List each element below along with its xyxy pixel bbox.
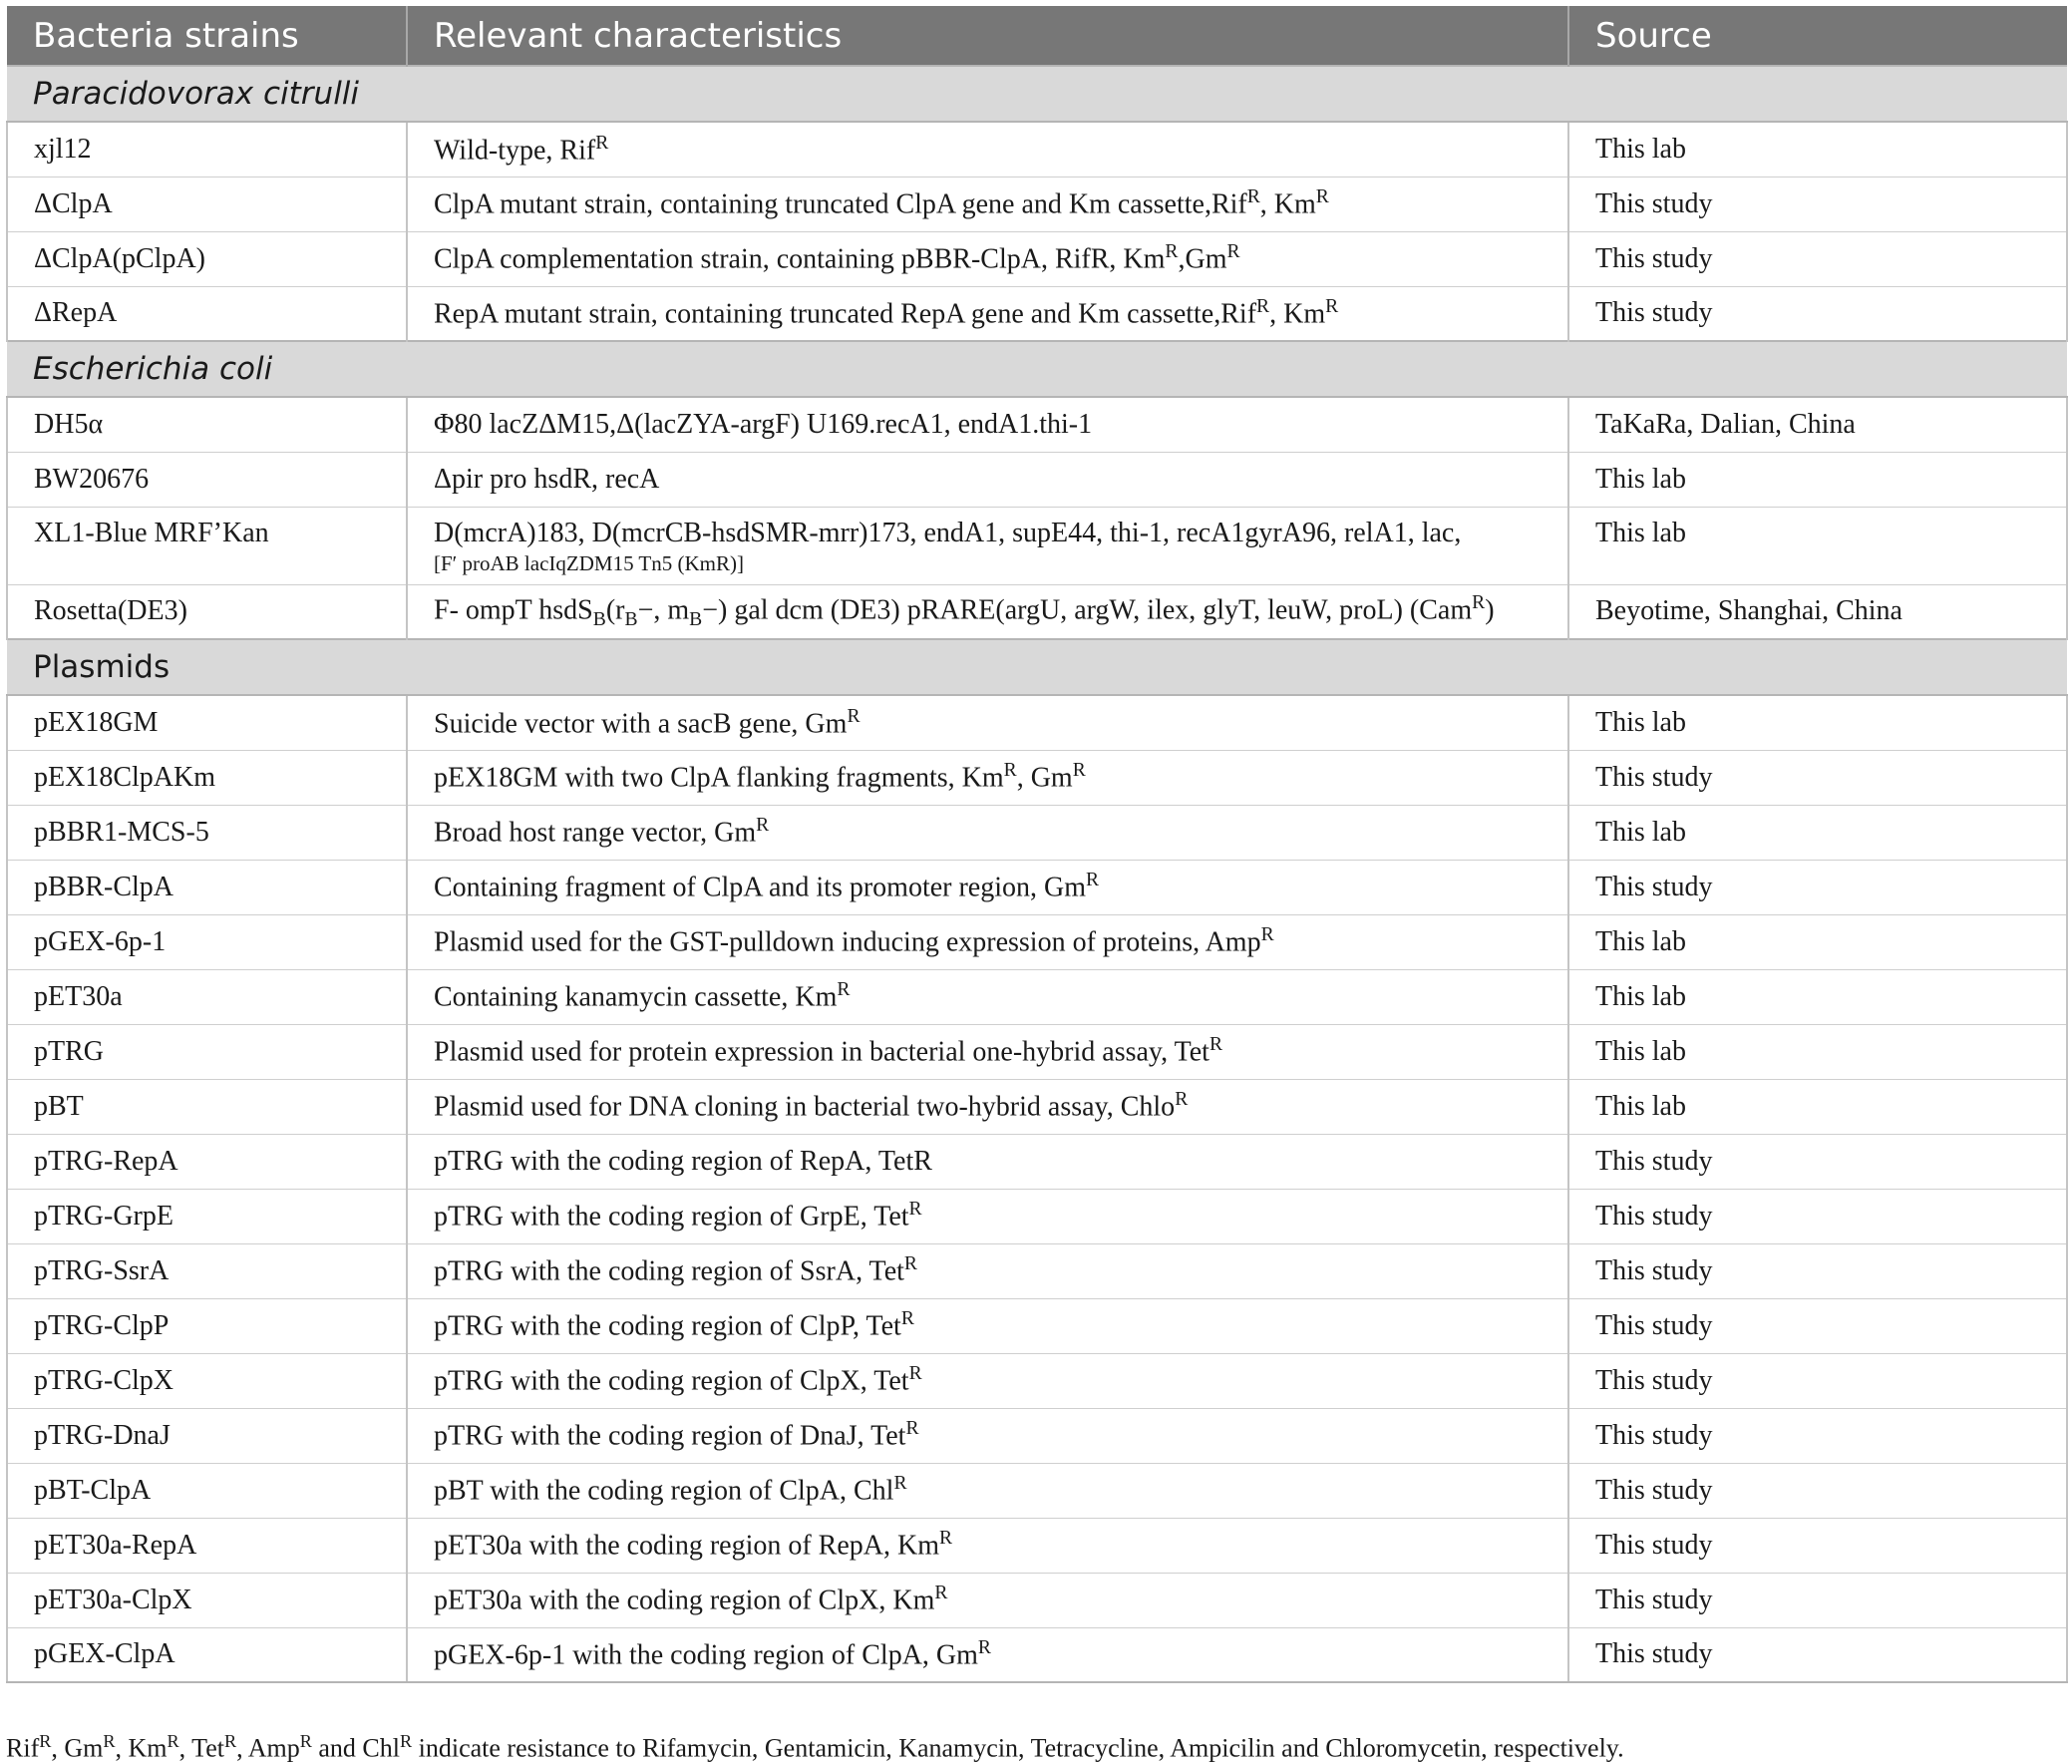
source: This study [1568, 176, 2067, 231]
section-plasmids [7, 639, 2067, 695]
strain-name: pEX18GM [7, 695, 407, 750]
characteristics: Wild-type, Rif$^R$ [407, 122, 1568, 176]
strain-name: ΔClpA(pClpA) [7, 231, 407, 286]
strain-name: pTRG-ClpX [7, 1353, 407, 1408]
strain-name: pTRG [7, 1024, 407, 1079]
table-row [7, 1353, 2067, 1408]
table-row [7, 1298, 2067, 1353]
source: This study [1568, 1627, 2067, 1682]
source: This lab [1568, 914, 2067, 969]
characteristics: pEX18GM with two ClpA flanking fragments, $Km^R$, $Gm^R$ [407, 750, 1568, 805]
strain-name: Rosetta(DE3) [7, 584, 407, 639]
strain-name: XL1-Blue MRF’Kan [7, 507, 407, 584]
table-row [7, 750, 2067, 805]
table-row [7, 176, 2067, 231]
characteristics: pET30a with the coding region of RepA, $Km^R$ [407, 1518, 1568, 1573]
characteristics: Plasmid used for the GST-pulldown inducing expression of proteins, Amp$^R$ [407, 914, 1568, 969]
table-row [7, 1134, 2067, 1189]
table-row [7, 1024, 2067, 1079]
table-row [7, 914, 2067, 969]
source: This lab [1568, 1079, 2067, 1134]
characteristics: Plasmid used for protein expression in bacterial one-hybrid assay, Tet$^R$ [407, 1024, 1568, 1079]
strain-name: pTRG-RepA [7, 1134, 407, 1189]
strain-name: pET30a-ClpX [7, 1573, 407, 1627]
characteristics: Containing fragment of ClpA and its promoter region, $Gm^R$ [407, 860, 1568, 914]
table-row [7, 1518, 2067, 1573]
source: This study [1568, 750, 2067, 805]
table-row [7, 1573, 2067, 1627]
characteristics: Containing kanamycin cassette, $Km^R$ [407, 969, 1568, 1024]
strain-name: pBBR1-MCS-5 [7, 805, 407, 860]
characteristics: Plasmid used for DNA cloning in bacterial two-hybrid assay, Chlo$^R$ [407, 1079, 1568, 1134]
characteristics: RepA mutant strain, containing truncated RepA gene and Km cassette,Rif$^R$, $Km^R$ [407, 286, 1568, 341]
source: This study [1568, 1189, 2067, 1243]
strain-name: pEX18ClpAKm [7, 750, 407, 805]
characteristics: ClpA complementation strain, containing pBBR-ClpA, RifR, $Km^R,Gm^R$ [407, 231, 1568, 286]
source: TaKaRa, Dalian, China [1568, 397, 2067, 452]
section-title: Paracidovorax citrulli [7, 66, 2067, 122]
table-row [7, 231, 2067, 286]
characteristics: pTRG with the coding region of DnaJ, Tet$^R$ [407, 1408, 1568, 1463]
strain-name: pTRG-DnaJ [7, 1408, 407, 1463]
characteristics: pGEX-6p-1 with the coding region of ClpA, $Gm^R$ [407, 1627, 1568, 1682]
source: This study [1568, 1243, 2067, 1298]
strain-name: BW20676 [7, 452, 407, 507]
table-row [7, 1463, 2067, 1518]
source: This lab [1568, 1024, 2067, 1079]
strain-name: ΔClpA [7, 176, 407, 231]
table-row [7, 1243, 2067, 1298]
source: This study [1568, 286, 2067, 341]
table-row [7, 584, 2067, 639]
strain-name: DH5α [7, 397, 407, 452]
characteristics: pET30a with the coding region of ClpX, $Km^R$ [407, 1573, 1568, 1627]
strain-name: pET30a-RepA [7, 1518, 407, 1573]
header-bacteria-strains: Bacteria strains [7, 6, 407, 66]
header-relevant-characteristics: Relevant characteristics [407, 6, 1568, 66]
table-row [7, 1189, 2067, 1243]
source: This study [1568, 1463, 2067, 1518]
table-row [7, 122, 2067, 176]
characteristics: Φ80 lacZΔM15,Δ(lacZYA-argF) U169.recA1, endA1.thi-1 [407, 397, 1568, 452]
source: This lab [1568, 695, 2067, 750]
header-row [7, 6, 2067, 66]
source: This study [1568, 860, 2067, 914]
source: This study [1568, 1408, 2067, 1463]
strains-table-wrapper [6, 6, 2066, 1683]
table-row [7, 286, 2067, 341]
strain-name: pBT-ClpA [7, 1463, 407, 1518]
header-source: Source [1568, 6, 2067, 66]
source: This lab [1568, 507, 2067, 584]
characteristics: Δpir pro hsdR, recA [407, 452, 1568, 507]
section-title: Plasmids [7, 639, 2067, 695]
strain-name: pGEX-6p-1 [7, 914, 407, 969]
characteristics: pTRG with the coding region of GrpE, Tet$^R$ [407, 1189, 1568, 1243]
strain-name: pTRG-ClpP [7, 1298, 407, 1353]
characteristics: Suicide vector with a sacB gene, $Gm^R$ [407, 695, 1568, 750]
section-title: Escherichia coli [7, 341, 2067, 397]
characteristics: pTRG with the coding region of RepA, TetR [407, 1134, 1568, 1189]
source: Beyotime, Shanghai, China [1568, 584, 2067, 639]
table-row [7, 1408, 2067, 1463]
table-row [7, 969, 2067, 1024]
section-escherichia-coli [7, 341, 2067, 397]
strain-name: pTRG-GrpE [7, 1189, 407, 1243]
table-row [7, 1079, 2067, 1134]
characteristics: F- ompT $hsdS_B(r_B-$, $m_B-$) gal dcm (DE3) pRARE(argU, argW, ilex, glyT, leuW, proL) (Cam$^R$) [407, 584, 1568, 639]
strain-name: pET30a [7, 969, 407, 1024]
strain-name: xjl12 [7, 122, 407, 176]
source: This study [1568, 1298, 2067, 1353]
strain-name: pBT [7, 1079, 407, 1134]
section-paracidovorax [7, 66, 2067, 122]
source: This lab [1568, 122, 2067, 176]
source: This study [1568, 1518, 2067, 1573]
characteristics: ClpA mutant strain, containing truncated ClpA gene and Km cassette,Rif$^R$, $Km^R$ [407, 176, 1568, 231]
table-row [7, 860, 2067, 914]
strain-name: pBBR-ClpA [7, 860, 407, 914]
table-row [7, 695, 2067, 750]
table-row [7, 805, 2067, 860]
source: This study [1568, 1134, 2067, 1189]
characteristics-subline: [F′ proAB lacIqZDM15 Tn5 (KmR)] [434, 550, 745, 575]
source: This lab [1568, 452, 2067, 507]
source: This lab [1568, 969, 2067, 1024]
table-row [7, 397, 2067, 452]
source: This study [1568, 1573, 2067, 1627]
characteristics: pBT with the coding region of ClpA, Chl$^R$ [407, 1463, 1568, 1518]
characteristics: pTRG with the coding region of ClpP, Tet$^R$ [407, 1298, 1568, 1353]
table-row [7, 452, 2067, 507]
table-footnote: Rif$^R$, $Gm^R$, $Km^R$, Tet$^R$, Amp$^R$ and Chl$^R$ indicate resistance to Rifamycin, Gentamicin, Kanamycin, Tetracycline, Ampicilin and Chloromycetin, respectively. [6, 1731, 1624, 1763]
characteristics: pTRG with the coding region of SsrA, Tet$^R$ [407, 1243, 1568, 1298]
table-row [7, 1627, 2067, 1682]
characteristics [407, 507, 1568, 584]
table-row [7, 507, 2067, 584]
source: This study [1568, 231, 2067, 286]
source: This study [1568, 1353, 2067, 1408]
strain-name: ΔRepA [7, 286, 407, 341]
strains-plasmids-table [6, 6, 2068, 1683]
characteristics: pTRG with the coding region of ClpX, Tet$^R$ [407, 1353, 1568, 1408]
source: This lab [1568, 805, 2067, 860]
strain-name: pTRG-SsrA [7, 1243, 407, 1298]
characteristics-line: D(mcrA)183, D(mcrCB-hsdSMR-mrr)173, endA1, supE44, thi-1, recA1gyrA96, relA1, lac, [434, 517, 1462, 548]
characteristics: Broad host range vector, $Gm^R$ [407, 805, 1568, 860]
strain-name: pGEX-ClpA [7, 1627, 407, 1682]
